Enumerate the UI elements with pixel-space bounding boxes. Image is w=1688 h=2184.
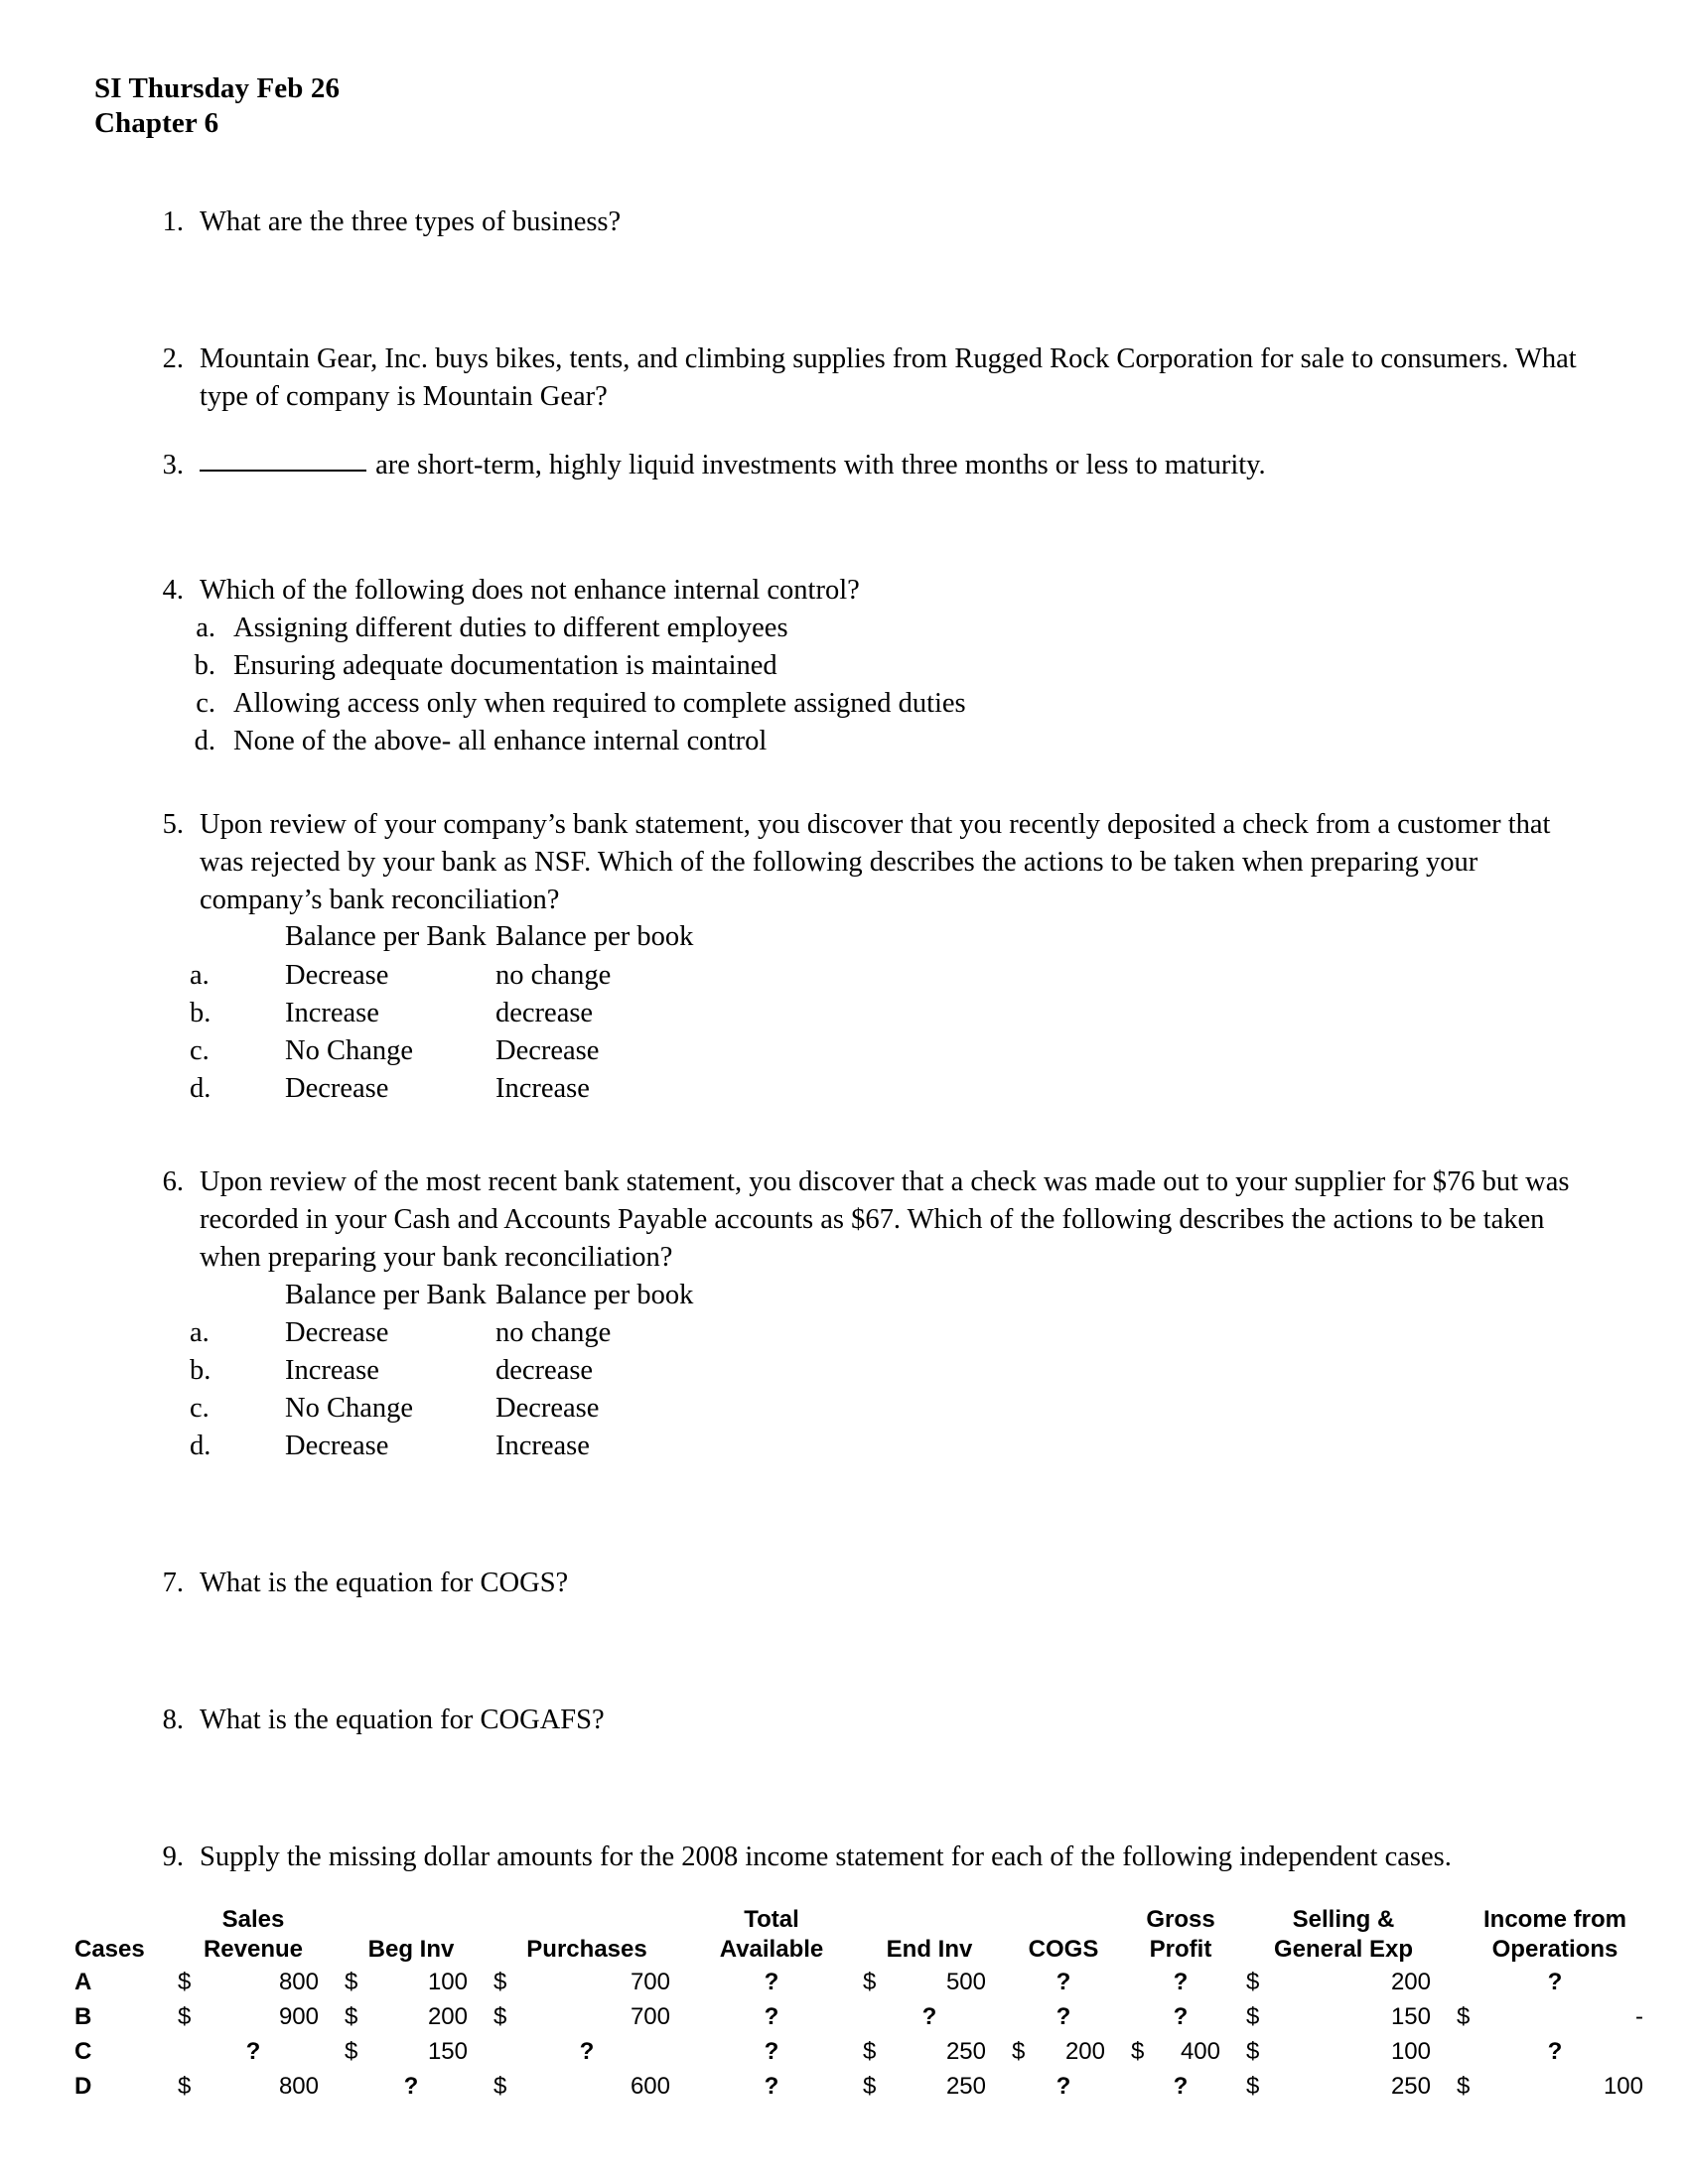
value: 250	[945, 2072, 986, 2100]
question-2-number: 2.	[162, 342, 184, 374]
th-end-inv: End Inv	[886, 1936, 973, 1963]
q5-option-b-bank: Increase	[285, 998, 379, 1029]
currency-symbol: $	[493, 2003, 507, 2031]
q6-option-row-a[interactable]	[182, 1314, 693, 1352]
question-3	[142, 447, 1594, 484]
option-c-text: Allowing access only when required to complete assigned duties	[233, 687, 966, 719]
q6-header-balance-per-bank: Balance per Bank	[285, 1279, 487, 1310]
q5-option-row-d[interactable]	[182, 1070, 693, 1108]
currency-symbol: $	[1246, 1969, 1260, 1996]
value: 250	[1390, 2072, 1431, 2100]
q5-option-d-bank: Decrease	[285, 1073, 389, 1104]
row-c-end-inv	[855, 2035, 1004, 2070]
income-table-header-top-row	[74, 1906, 1661, 1936]
row-b-sales-revenue	[170, 2000, 337, 2035]
row-b-beg-inv	[337, 2000, 486, 2035]
value: 900	[278, 2003, 319, 2031]
q5-option-c-bank: No Change	[285, 1035, 414, 1067]
option-d-text: None of the above- all enhance internal control	[233, 725, 768, 756]
row-a-end-inv	[855, 1966, 1004, 2000]
row-c-total-available: ?	[764, 2037, 779, 2065]
q5-option-a-bank: Decrease	[285, 960, 389, 992]
q6-option-b-bank: Increase	[285, 1355, 379, 1387]
row-a-cogs: ?	[1055, 1969, 1071, 1996]
question-4-text: Which of the following does not enhance internal control?	[200, 575, 860, 607]
question-8	[142, 1702, 1594, 1739]
value: 800	[278, 2072, 319, 2100]
question-1-text: What are the three types of business?	[200, 205, 622, 237]
question-5	[142, 806, 1594, 919]
currency-symbol: $	[178, 2072, 192, 2100]
row-d-total-available: ?	[764, 2072, 779, 2100]
q5-option-a-book: no change	[495, 960, 612, 992]
question-7-number: 7.	[162, 1568, 184, 1599]
row-a-sales-revenue	[170, 1966, 337, 2000]
value: 100	[1603, 2072, 1643, 2100]
currency-symbol: $	[863, 1969, 877, 1996]
question-5-option-table	[182, 918, 693, 1107]
row-c-purchases: ?	[579, 2037, 595, 2065]
table-row[interactable]	[74, 2000, 1661, 2035]
row-c-sga	[1238, 2035, 1449, 2070]
row-d-sales-revenue	[170, 2070, 337, 2105]
th-profit: Profit	[1149, 1936, 1212, 1963]
value: 500	[945, 1969, 986, 1996]
th-top-total: Total	[744, 1905, 799, 1933]
value: 200	[1064, 2037, 1105, 2065]
q6-option-d-letter: d.	[190, 1431, 211, 1462]
q6-option-c-letter: c.	[190, 1393, 210, 1425]
income-table-head	[74, 1906, 1661, 1967]
currency-symbol: $	[863, 2037, 877, 2065]
q6-option-row-d[interactable]	[182, 1428, 693, 1465]
row-c-sales-revenue: ?	[245, 2037, 261, 2065]
question-8-number: 8.	[162, 1704, 184, 1735]
fill-in-blank[interactable]	[200, 470, 366, 472]
th-top-beg-inv	[337, 1906, 486, 1936]
question-2	[142, 341, 1594, 416]
currency-symbol: $	[345, 2037, 358, 2065]
income-statement-table-wrapper	[74, 1905, 1643, 2105]
q6-option-d-bank: Decrease	[285, 1431, 389, 1462]
question-1-number: 1.	[162, 205, 184, 237]
q6-option-c-bank: No Change	[285, 1393, 414, 1425]
question-6-number: 6.	[162, 1165, 184, 1197]
option-c[interactable]	[182, 685, 1594, 723]
row-a-sga	[1238, 1966, 1449, 2000]
th-top-purchases	[486, 1906, 688, 1936]
document-header	[94, 71, 1594, 142]
q5-option-a-letter: a.	[190, 960, 210, 992]
currency-symbol: $	[1457, 2003, 1471, 2031]
row-a-case: A	[74, 1969, 92, 1996]
q6-option-a-bank: Decrease	[285, 1317, 389, 1349]
q5-option-row-c[interactable]	[182, 1032, 693, 1070]
value: 200	[427, 2003, 468, 2031]
currency-symbol: $	[493, 2072, 507, 2100]
q6-option-a-letter: a.	[190, 1317, 210, 1349]
row-b-case: B	[74, 2003, 92, 2031]
question-5-option-header-row	[182, 918, 693, 957]
value: 250	[945, 2037, 986, 2065]
currency-symbol: $	[863, 2072, 877, 2100]
q5-option-d-book: Increase	[495, 1073, 590, 1104]
th-cogs: COGS	[1028, 1936, 1099, 1963]
row-d-sga	[1238, 2070, 1449, 2105]
value: 150	[427, 2037, 468, 2065]
value: 100	[427, 1969, 468, 1996]
option-a-text: Assigning different duties to different employees	[233, 613, 788, 644]
q5-header-balance-per-book: Balance per book	[495, 921, 694, 953]
q6-option-d-book: Increase	[495, 1431, 590, 1462]
currency-symbol: $	[345, 2003, 358, 2031]
row-d-beg-inv: ?	[403, 2072, 419, 2100]
value: 400	[1180, 2037, 1220, 2065]
row-d-case: D	[74, 2072, 92, 2100]
th-top-end-inv	[855, 1906, 1004, 1936]
currency-symbol: $	[1246, 2003, 1260, 2031]
row-d-cogs: ?	[1055, 2072, 1071, 2100]
th-top-cases	[74, 1906, 170, 1936]
spacer-cell	[182, 918, 241, 957]
currency-symbol: $	[1012, 2037, 1026, 2065]
value: 800	[278, 1969, 319, 1996]
th-top-income-from: Income from	[1482, 1905, 1627, 1933]
table-row[interactable]	[74, 1966, 1661, 2000]
th-revenue: Revenue	[203, 1936, 304, 1963]
income-statement-table	[74, 1906, 1661, 2105]
question-2-text: Mountain Gear, Inc. buys bikes, tents, and climbing supplies from Rugged Rock Corporation for sale to consumers. What type of company is Mountain Gear?	[200, 342, 1577, 412]
option-b[interactable]	[182, 647, 1594, 685]
q5-header-balance-per-bank: Balance per Bank	[285, 921, 487, 953]
q6-header-balance-per-book: Balance per book	[495, 1279, 694, 1310]
row-d-income-from-ops	[1449, 2070, 1661, 2105]
question-7-text: What is the equation for COGS?	[200, 1568, 569, 1599]
row-b-cogs: ?	[1055, 2003, 1071, 2031]
row-d-end-inv	[855, 2070, 1004, 2105]
question-6-text: Upon review of the most recent bank statement, you discover that a check was made out to your supplier for $76 but was recorded in your Cash and Accounts Payable accounts as $67. Which of the following describes the actions to be taken when preparing your bank reconciliation?	[200, 1165, 1570, 1273]
row-a-total-available: ?	[764, 1969, 779, 1996]
option-a-letter: a.	[196, 613, 215, 644]
question-3-number: 3.	[162, 450, 184, 481]
th-beg-inv: Beg Inv	[367, 1936, 455, 1963]
question-4-number: 4.	[162, 575, 184, 607]
question-3-text: are short-term, highly liquid investments with three months or less to maturity.	[375, 450, 1266, 481]
row-b-income-from-ops	[1449, 2000, 1661, 2035]
row-c-beg-inv	[337, 2035, 486, 2070]
q5-option-row-a[interactable]	[182, 957, 693, 995]
q6-option-b-letter: b.	[190, 1355, 211, 1387]
row-a-gross-profit: ?	[1173, 1969, 1189, 1996]
income-table-header-bottom-row	[74, 1936, 1661, 1966]
th-cases: Cases	[74, 1936, 145, 1963]
question-1	[142, 204, 1594, 241]
row-c-income-from-ops: ?	[1547, 2037, 1563, 2065]
table-row[interactable]	[74, 2035, 1661, 2070]
question-6-option-header-row	[182, 1277, 693, 1315]
row-a-income-from-ops: ?	[1547, 1969, 1563, 1996]
th-top-sales: Sales	[221, 1905, 285, 1933]
row-c-gross-profit	[1123, 2035, 1238, 2070]
option-b-text: Ensuring adequate documentation is maintained	[233, 650, 777, 682]
q6-option-b-book: decrease	[495, 1355, 594, 1387]
income-table-body	[74, 1966, 1661, 2104]
value: 700	[630, 1969, 670, 1996]
value: 200	[1390, 1969, 1431, 1996]
question-6	[142, 1163, 1594, 1277]
currency-symbol: $	[493, 1969, 507, 1996]
value: 700	[630, 2003, 670, 2031]
question-5-number: 5.	[162, 808, 184, 840]
value: 100	[1390, 2037, 1431, 2065]
question-5-text: Upon review of your company’s bank statement, you discover that you recently deposited a check from a customer that was rejected by your bank as NSF. Which of the following describes the actions to be taken when preparing your company’s bank reconciliation?	[200, 808, 1551, 915]
value: 150	[1390, 2003, 1431, 2031]
value: -	[1635, 2003, 1643, 2031]
q5-option-c-book: Decrease	[495, 1035, 600, 1067]
currency-symbol: $	[1246, 2037, 1260, 2065]
currency-symbol: $	[345, 1969, 358, 1996]
currency-symbol: $	[1246, 2072, 1260, 2100]
q5-option-b-letter: b.	[190, 998, 211, 1029]
row-b-sga	[1238, 2000, 1449, 2035]
row-a-beg-inv	[337, 1966, 486, 2000]
question-4-options	[94, 610, 1594, 760]
row-c-cogs	[1004, 2035, 1123, 2070]
question-8-text: What is the equation for COGAFS?	[200, 1704, 605, 1735]
row-c-case: C	[74, 2037, 92, 2065]
th-operations: Operations	[1491, 1936, 1618, 1963]
currency-symbol: $	[1131, 2037, 1145, 2065]
q6-option-row-b[interactable]	[182, 1352, 693, 1390]
question-6-option-table	[182, 1277, 693, 1465]
question-9	[142, 1839, 1594, 1876]
spacer-cell	[182, 1277, 241, 1315]
option-b-letter: b.	[194, 650, 215, 682]
row-b-purchases	[486, 2000, 688, 2035]
q6-option-a-book: no change	[495, 1317, 612, 1349]
row-d-gross-profit: ?	[1173, 2072, 1189, 2100]
row-b-end-inv: ?	[921, 2003, 937, 2031]
q5-option-b-book: decrease	[495, 998, 594, 1029]
q5-option-d-letter: d.	[190, 1073, 211, 1104]
row-d-purchases	[486, 2070, 688, 2105]
option-d-letter: d.	[194, 725, 215, 756]
th-general-exp: General Exp	[1273, 1936, 1414, 1963]
currency-symbol: $	[178, 1969, 192, 1996]
th-available: Available	[719, 1936, 824, 1963]
question-9-text: Supply the missing dollar amounts for the 2008 income statement for each of the following independent cases.	[200, 1841, 1452, 1872]
option-d[interactable]	[182, 723, 1594, 760]
row-b-gross-profit: ?	[1173, 2003, 1189, 2031]
option-a[interactable]	[182, 610, 1594, 647]
th-purchases: Purchases	[526, 1936, 647, 1963]
question-4	[142, 572, 1594, 610]
th-top-selling: Selling &	[1292, 1905, 1395, 1933]
question-3-text-line	[200, 447, 1588, 484]
currency-symbol: $	[178, 2003, 192, 2031]
q5-option-c-letter: c.	[190, 1035, 210, 1067]
table-row[interactable]	[74, 2070, 1661, 2105]
question-7	[142, 1565, 1594, 1602]
q6-option-c-book: Decrease	[495, 1393, 600, 1425]
header-line-2: Chapter 6	[94, 107, 219, 140]
q5-option-row-b[interactable]	[182, 995, 693, 1032]
option-c-letter: c.	[196, 687, 215, 719]
q6-option-row-c[interactable]	[182, 1390, 693, 1428]
th-top-gross: Gross	[1146, 1905, 1215, 1933]
question-9-number: 9.	[162, 1841, 184, 1872]
currency-symbol: $	[1457, 2072, 1471, 2100]
row-a-purchases	[486, 1966, 688, 2000]
th-top-cogs	[1004, 1906, 1123, 1936]
header-line-1: SI Thursday Feb 26	[94, 72, 341, 104]
value: 600	[630, 2072, 670, 2100]
row-b-total-available: ?	[764, 2003, 779, 2031]
